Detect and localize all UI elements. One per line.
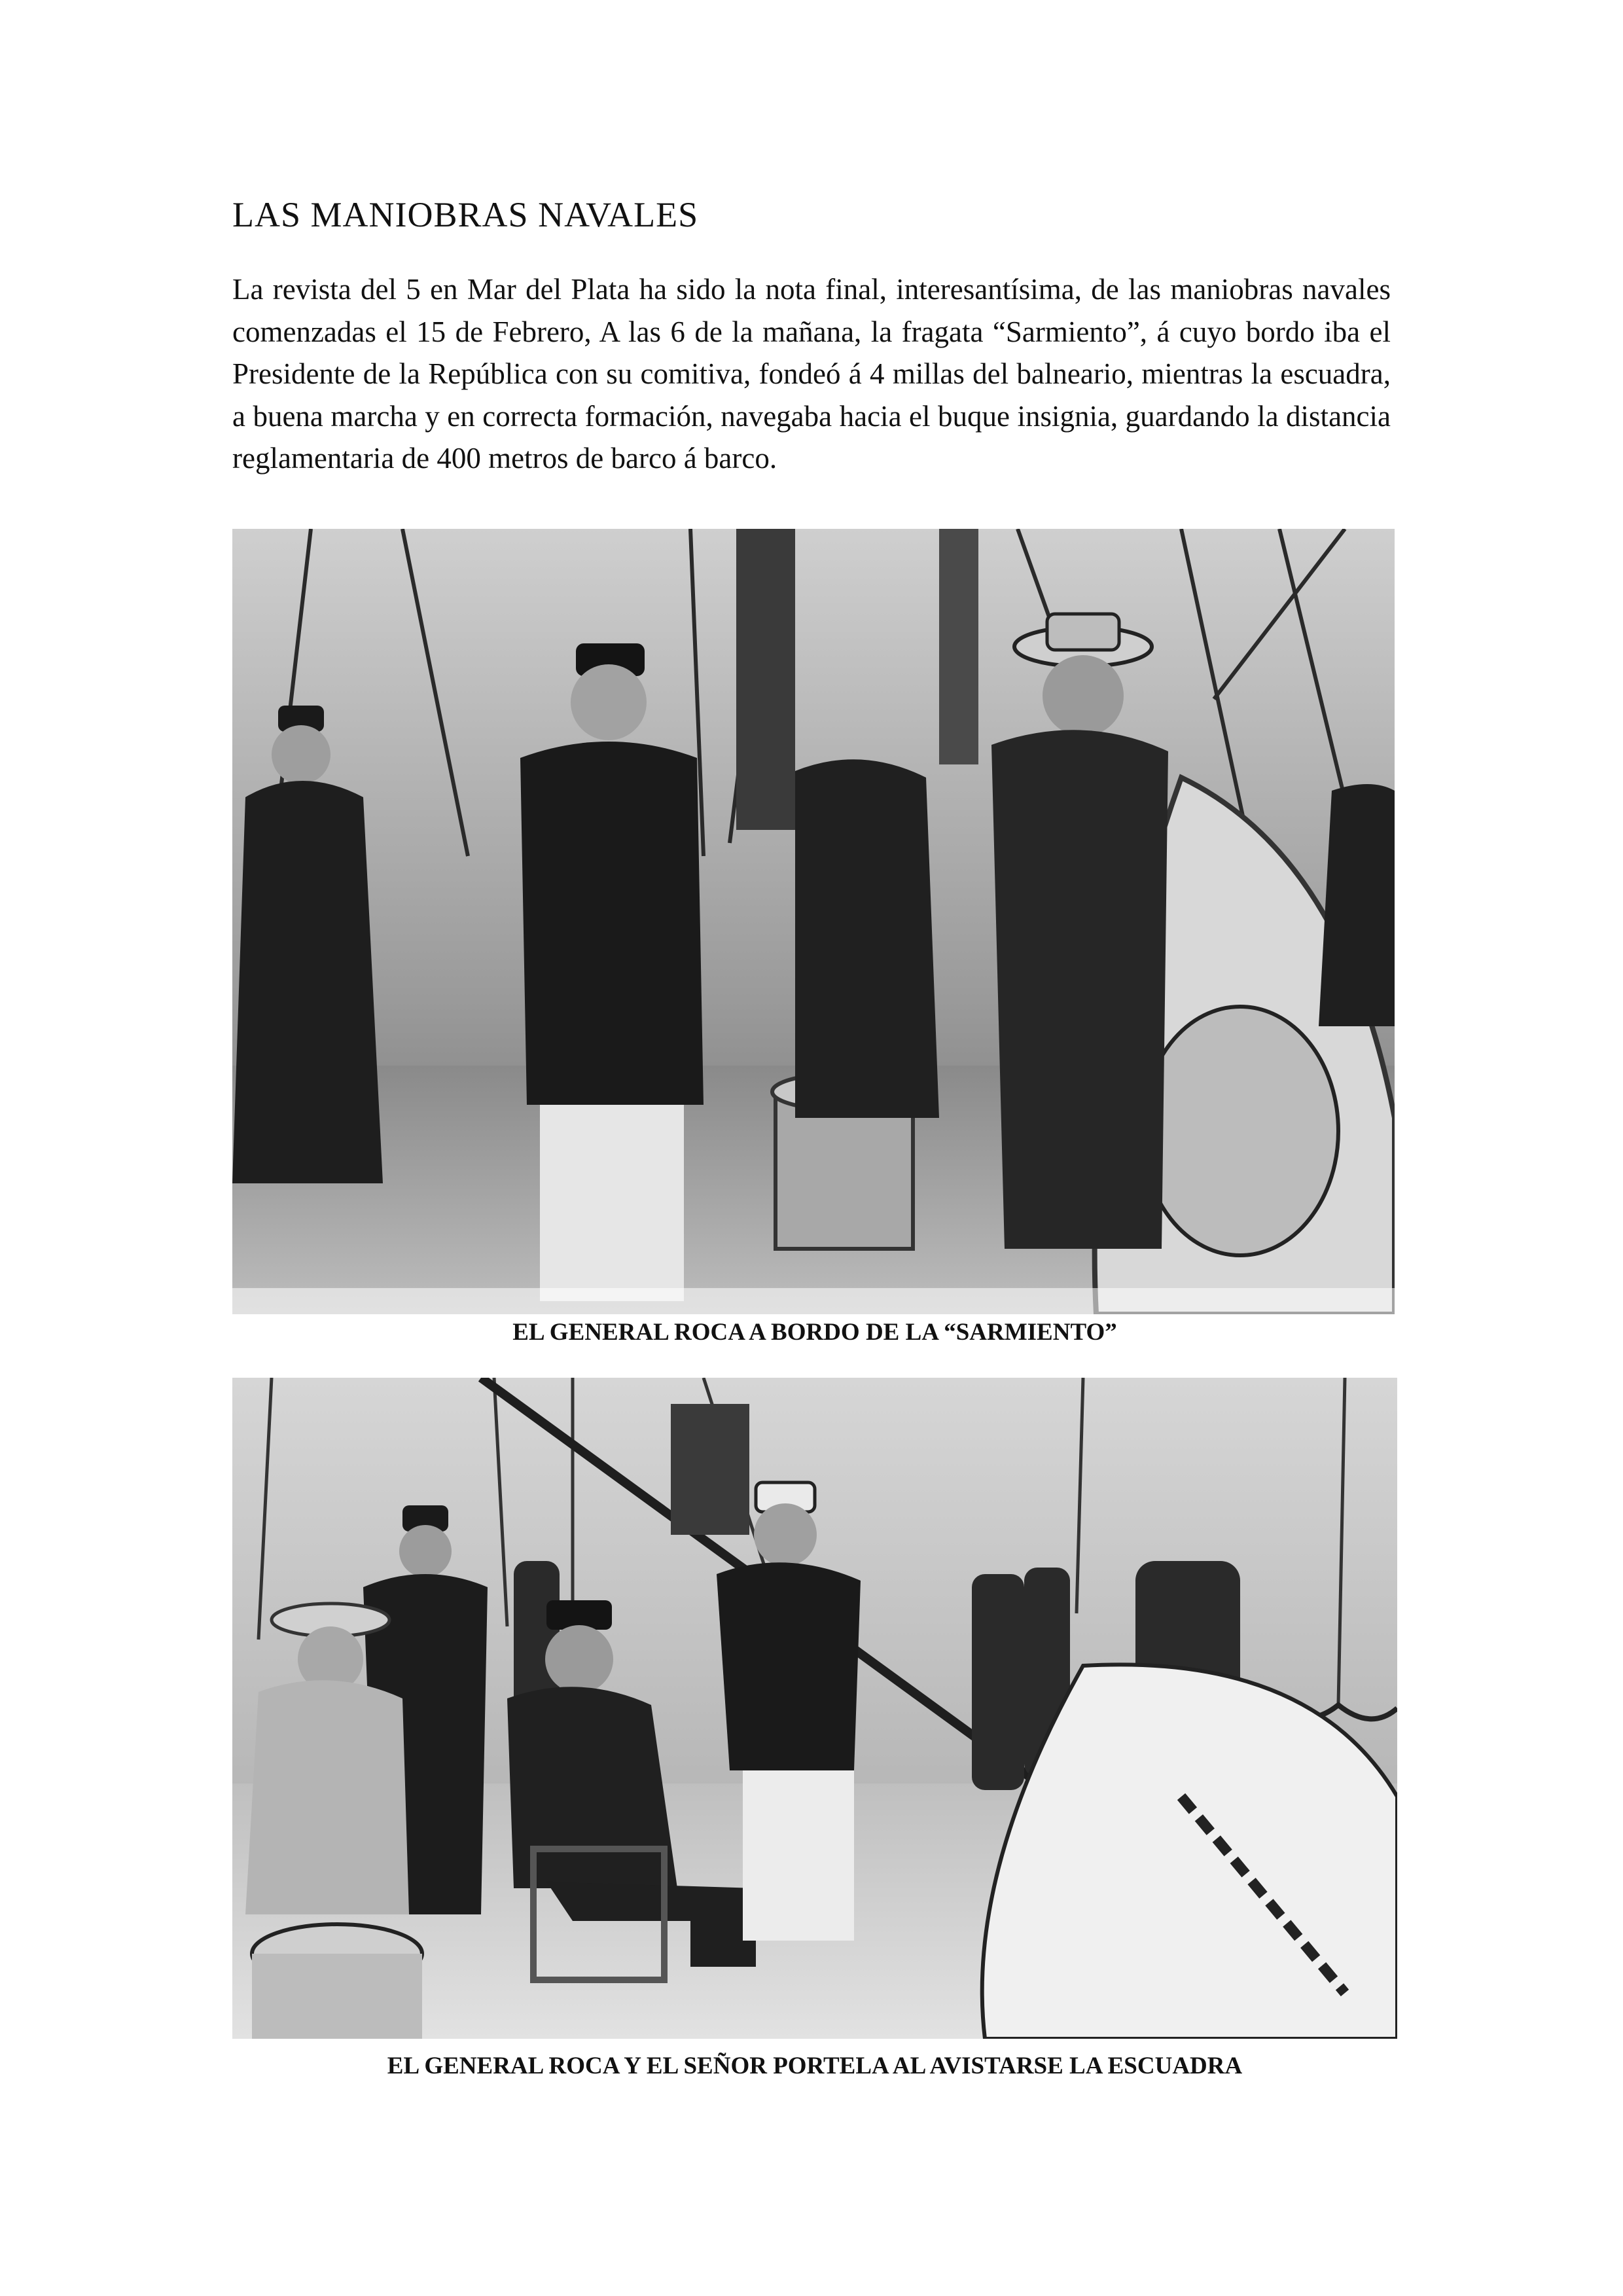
article-paragraph: La revista del 5 en Mar del Plata ha sido la nota final, interesantísima, de las maniobras navales comenzadas el 15 de Febrero, A las 6 de la mañana, la fragata “Sarmiento”, á cuyo bordo iba el Presidente de la República con su comitiva, fondeó á 4 millas del balneario, mientras la escuadra, a buena marcha y en correcta formación, navegaba hacia el buque insignia, guardando la distancia reglamentaria de 400 metros de barco á barco. <box>232 273 1391 475</box>
photo-caption-1: EL GENERAL ROCA A BORDO DE LA “SARMIENTO” <box>512 1319 1117 1346</box>
photo-roca-aboard-sarmiento <box>232 529 1395 1314</box>
photo-roca-aboard-sarmiento-image <box>232 529 1395 1314</box>
photo-caption-2: EL GENERAL ROCA Y EL SEÑOR PORTELA AL AVISTARSE LA ESCUADRA <box>387 2053 1243 2079</box>
page-title: LAS MANIOBRAS NAVALES <box>232 195 699 234</box>
photo-roca-and-portela-image <box>232 1378 1397 2039</box>
photo-roca-and-portela <box>232 1378 1397 2039</box>
